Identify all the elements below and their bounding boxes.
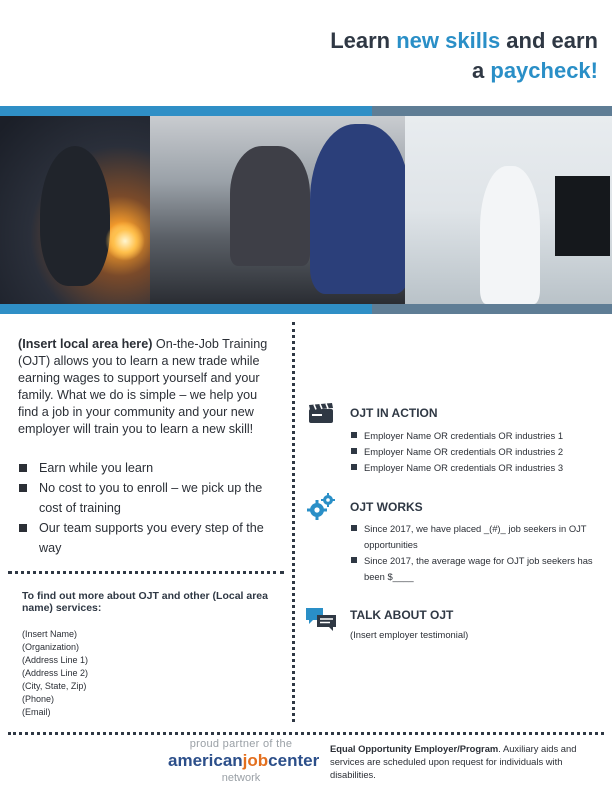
local-area-placeholder: (Insert local area here): [18, 337, 153, 351]
contact-block: [22, 628, 88, 719]
intro-body: On-the-Job Training (OJT) allows you to learn a new trade while earning wages to support yourself and your family. What we do is simple – we help you find a job in your community and your new employer will train you to learn a new skill!: [18, 337, 268, 436]
band-tint: [372, 304, 612, 314]
welder-figure: [40, 146, 110, 286]
contact-organization: (Organization): [22, 642, 80, 652]
stat-item: Since 2017, we have placed _(#)_ job seekers in OJT opportunities: [350, 521, 600, 553]
ojt-in-action-list: [350, 428, 600, 476]
headline-accent: new skills: [396, 28, 501, 53]
wordmark-part: center: [268, 751, 320, 770]
employer-item: Employer Name OR credentials OR industries 3: [350, 460, 600, 476]
contact-name: (Insert Name): [22, 629, 78, 639]
contact-email: (Email): [22, 707, 51, 717]
lab-technician-photo: [405, 116, 612, 304]
wordmark-part: american: [168, 751, 243, 770]
headline-accent: paycheck!: [490, 58, 598, 83]
contact-address-2: (Address Line 2): [22, 668, 89, 678]
talk-about-ojt-title: TALK ABOUT OJT: [350, 608, 454, 622]
testimonial-placeholder: (Insert employer testimonial): [350, 629, 469, 640]
top-color-band: [0, 106, 612, 116]
stat-item: Since 2017, the average wage for OJT job seekers has been $____: [350, 553, 600, 585]
contact-divider: [8, 571, 284, 574]
employer-item: Employer Name OR credentials OR industries 1: [350, 428, 600, 444]
apprentice-figure: [230, 146, 310, 266]
partner-wordmark: [168, 750, 320, 772]
welding-spark: [105, 221, 145, 261]
wordmark-part: job: [242, 751, 269, 770]
equal-opportunity-statement: [330, 742, 600, 781]
ojt-in-action-title: OJT IN ACTION: [350, 406, 438, 420]
mechanic-figure: [310, 124, 410, 294]
welder-photo: [0, 116, 160, 304]
contact-city-state-zip: (City, State, Zip): [22, 681, 87, 691]
headline-text: a: [472, 58, 491, 83]
vertical-divider: [292, 322, 295, 722]
contact-address-1: (Address Line 1): [22, 655, 89, 665]
headline: [330, 26, 598, 86]
monitor-shape: [555, 176, 610, 256]
chat-bubbles-icon: [305, 606, 337, 632]
headline-text: and earn: [500, 28, 598, 53]
benefits-list: [18, 458, 280, 558]
clapperboard-icon: [308, 402, 334, 424]
mechanics-photo: [150, 116, 412, 304]
ojt-works-list: [350, 521, 600, 585]
ojt-works-title: OJT WORKS: [350, 500, 423, 514]
partner-network: network: [221, 772, 261, 784]
employer-item: Employer Name OR credentials OR industries 2: [350, 444, 600, 460]
headline-text: Learn: [330, 28, 397, 53]
bottom-color-band: [0, 304, 612, 314]
headline-line-1: [330, 26, 598, 56]
intro-paragraph: [18, 336, 280, 438]
benefit-item: Earn while you learn: [18, 458, 280, 478]
gears-icon: [306, 492, 336, 522]
contact-phone: (Phone): [22, 694, 55, 704]
american-job-center-logo: [168, 738, 320, 784]
partner-tagline: proud partner of the: [189, 738, 293, 750]
eeo-text: . Auxiliary aids and services are scheduled upon request for individuals with disabilities.: [330, 743, 577, 780]
eeo-heading: Equal Opportunity Employer/Program: [330, 743, 499, 754]
technician-figure: [480, 166, 540, 304]
footer-divider: [8, 732, 604, 735]
photo-strip: [0, 116, 612, 304]
band-tint: [372, 106, 612, 116]
contact-heading: To find out more about OJT and other (Local area name) services:: [22, 590, 268, 614]
headline-line-2: [330, 56, 598, 86]
benefit-item: Our team supports you every step of the way: [18, 518, 280, 558]
benefit-item: No cost to you to enroll – we pick up the cost of training: [18, 478, 280, 518]
